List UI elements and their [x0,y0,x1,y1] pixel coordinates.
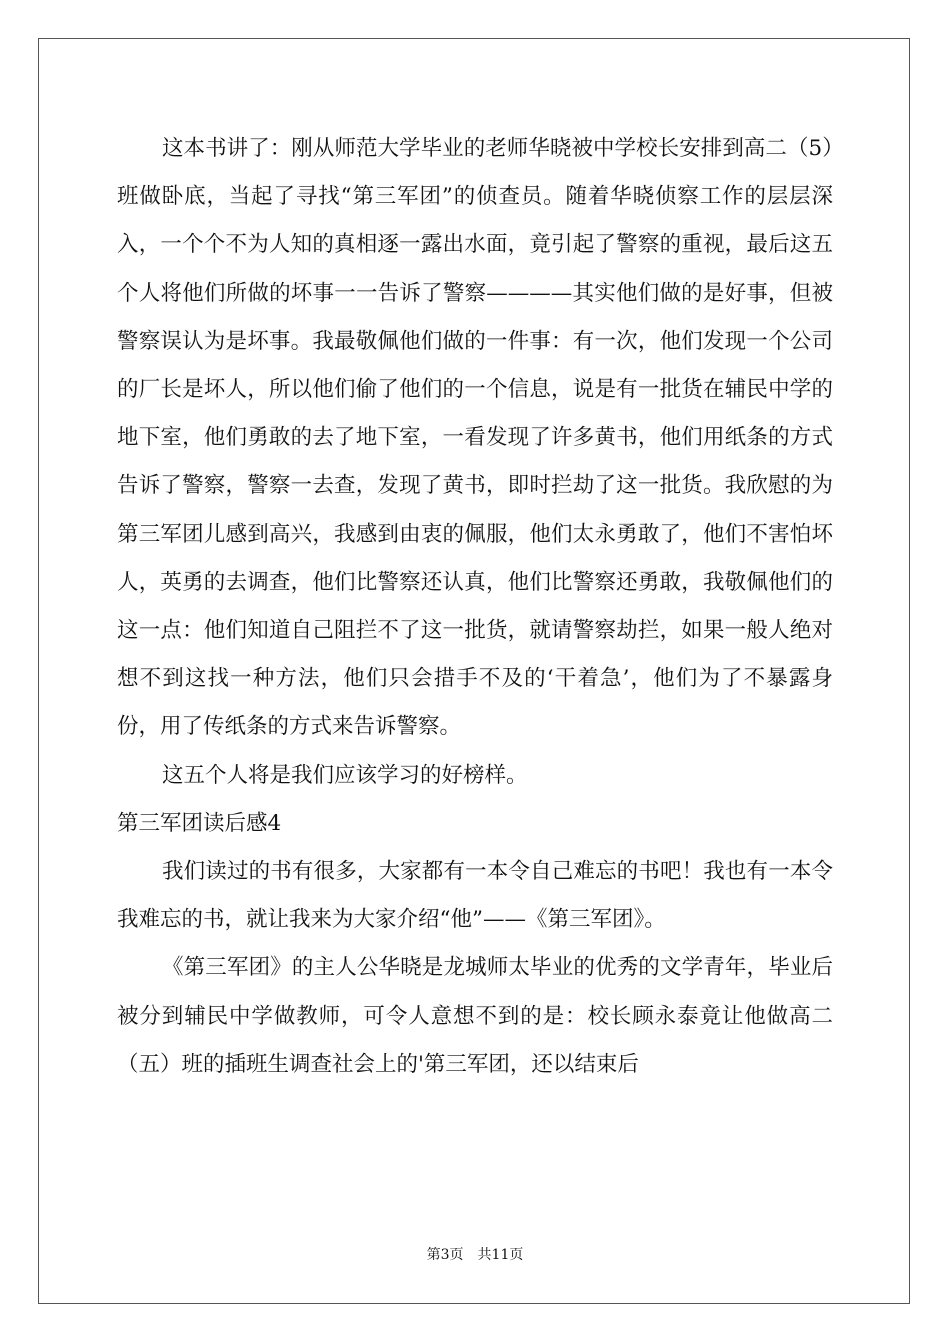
paragraph-2: 这五个人将是我们应该学习的好榜样。 [162,762,528,788]
section-heading: 第三军团读后感4 [117,810,282,836]
document-body [117,125,833,1089]
paragraph-4: 《第三军团》的主人公华晓是龙城师太毕业的优秀的文学青年，毕业后被分到辅民中学做教师，可令人意想不到的是：校长顾永泰竟让他做高二（五）班的插班生调查社会上的'第三军团，还以结束后 [117,955,833,1077]
paragraph-1: 这本书讲了：刚从师范大学毕业的老师华晓被中学校长安排到高二（5）班做卧底，当起了寻找“第三军团”的侦查员。随着华晓侦察工作的层层深入，一个个不为人知的真相逐一露出水面，竟引起了警察的重视，最后这五个人将他们所做的坏事一一告诉了警察————其实他们做的是好事，但被警察误认为是坏事。我最敬佩他们做的一件事：有一次，他们发现一个公司的厂长是坏人，所以他们偷了他们的一个信息，说是有一批货在辅民中学的地下室，他们勇敢的去了地下室，一看发现了许多黄书，他们用纸条的方式告诉了警察，警察一去查，发现了黄书，即时拦劫了这一批货。我欣慰的为第三军团儿感到高兴，我感到由衷的佩服，他们太永勇敢了，他们不害怕坏人，英勇的去调查，他们比警察还认真，他们比警察还勇敢，我敬佩他们的这一点：他们知道自己阻拦不了这一批货，就请警察劫拦，如果一般人绝对想不到这找一种方法，他们只会措手不及的‘干着急’，他们为了不暴露身份，用了传纸条的方式来告诉警察。 [117,136,833,740]
page-footer [0,1245,950,1265]
paragraph-3: 我们读过的书有很多，大家都有一本令自己难忘的书吧！我也有一本令我难忘的书，就让我来为大家介绍“他”——《第三军团》。 [117,859,833,933]
page-number: 第3页 [426,1247,464,1263]
page-total: 共11页 [477,1247,524,1263]
